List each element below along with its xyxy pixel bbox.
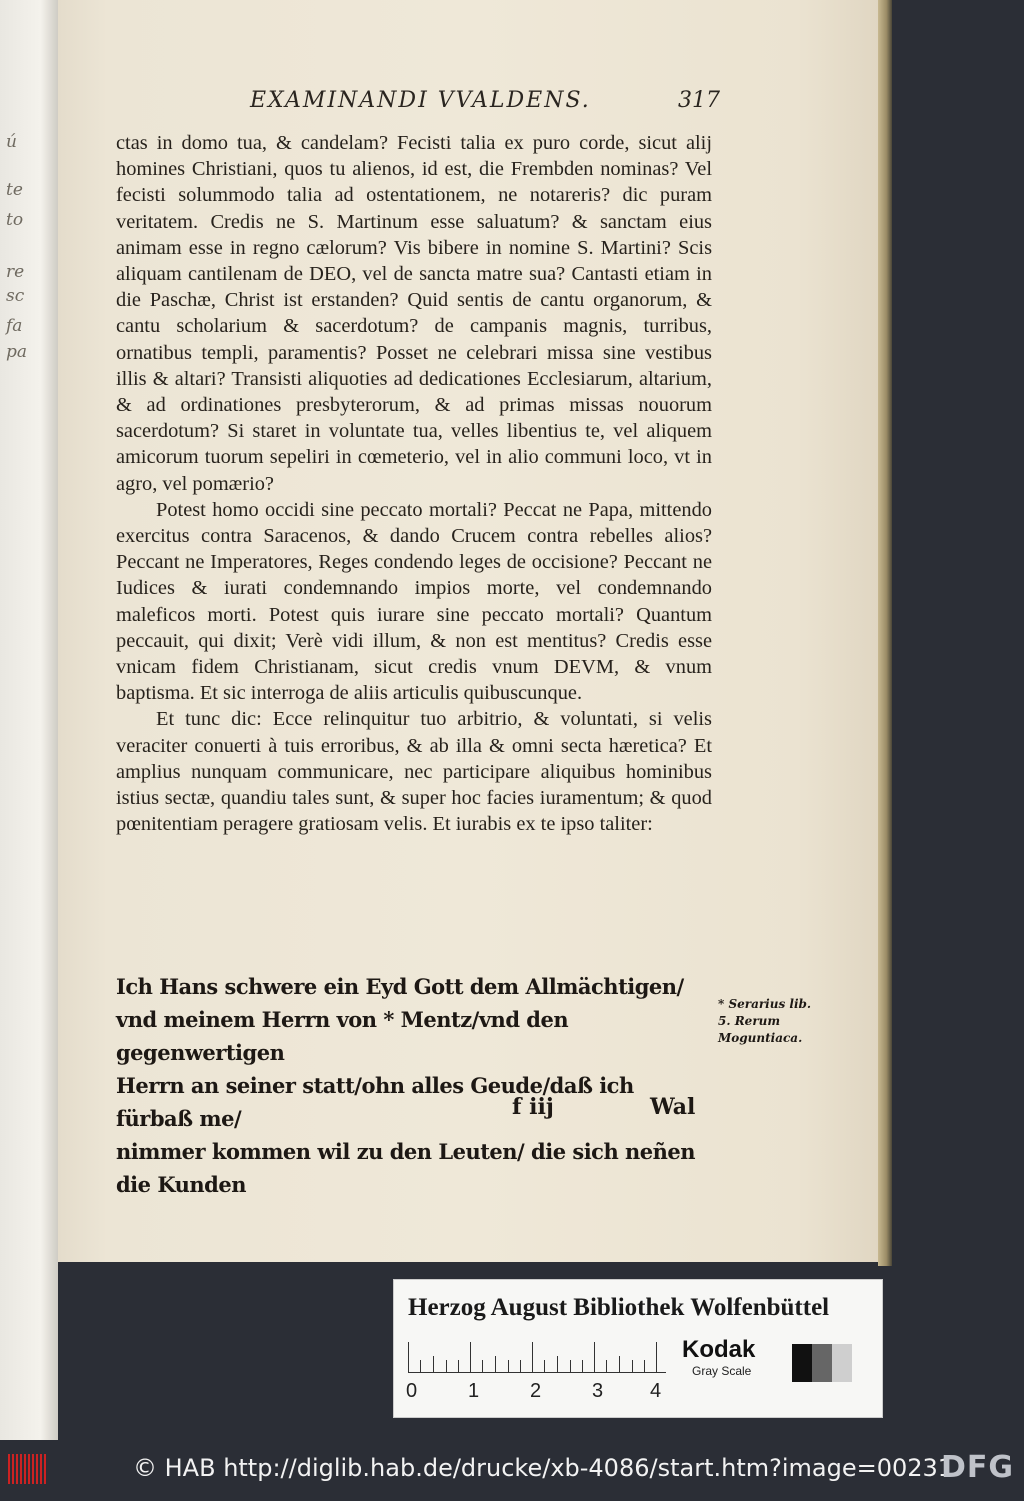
ruler-number: 3 [592, 1380, 604, 1402]
ruler-number: 2 [530, 1380, 542, 1402]
running-head-title: EXAMINANDI VVALDENS. [250, 88, 591, 113]
page-number: 317 [678, 88, 720, 113]
ruler-tick [557, 1356, 558, 1372]
ruler-tick [520, 1360, 521, 1372]
paragraph: Et tunc dic: Ecce relinquitur tuo arbitrio, & voluntati, si velis veraciter conuerti à tuis erroribus, & ab illa & omni secta hæretica? Et amplius nunquam communicare, nec participare aliquibus hominibus istius sectæ, quandiu tales sunt, & super hoc facies iuramentum; & quod pœnitentiam peragere gratiosam velis. Et iurabis ex te ipso taliter: [116, 708, 712, 836]
oath-line: vnd meinem Herrn von * Mentz/vnd den gegenwertigen [116, 1007, 569, 1065]
ruler [408, 1342, 666, 1373]
german-oath [116, 970, 716, 1201]
ruler-tick [408, 1342, 409, 1372]
ruler-tick [594, 1342, 595, 1372]
ruler-tick [632, 1360, 633, 1372]
gray-scale-label: Gray Scale [692, 1364, 752, 1378]
edge-fragment: fa [6, 316, 23, 336]
signature-mark: f iij [512, 1094, 554, 1120]
ruler-tick [619, 1356, 620, 1372]
barcode-icon [8, 1454, 48, 1484]
copyright-link[interactable]: © HAB http://diglib.hab.de/drucke/xb-4086/start.htm?image=00231 [133, 1454, 954, 1482]
ruler-tick [544, 1360, 545, 1372]
ruler-tick [508, 1360, 509, 1372]
page-thickness [878, 0, 892, 1266]
oath-line: Herrn an seiner statt/ohn alles Geude/daß ich fürbaß me/ [116, 1073, 634, 1131]
ruler-tick [482, 1360, 483, 1372]
edge-fragment: sc [6, 286, 25, 306]
edge-fragment: ú [6, 132, 17, 152]
gray-patch-black [792, 1344, 812, 1382]
kodak-logo: Kodak [682, 1336, 756, 1363]
ruler-number: 0 [406, 1380, 418, 1402]
ruler-tick [420, 1360, 421, 1372]
ruler-tick [458, 1360, 459, 1372]
ruler-tick [582, 1360, 583, 1372]
ruler-tick [495, 1356, 496, 1372]
paragraph: ctas in domo tua, & candelam? Fecisti talia ex puro corde, sicut alij homines Christiani, quos tu alienos, id est, die Frembden nominas? Vel fecisti solummodo talia ad ostentationem, ne notareris? dic puram veritatem. Credis ne S. Martinum esse saluatum? & sanctam eius animam esse in regno cælorum? Vis bibere in nomine S. Martini? Scis aliquam cantilenam de DEO, vel de sancta matre sua? Cantasti etiam in die Paschæ, Christ ist erstanden? Quid sentis de cantu organorum, & cantu scholarium & sacerdotum? de campanis magnis, turribus, ornatibus templi, paramentis? Posset ne celebrari missa sine vestibus illis & altari? Transisti aliquoties ad dedicationes Ecclesiarum, altarium, & ad ordinationes presbyterorum, & ad primas missas nouorum sacerdotum? Si staret in voluntate tua, velles libentius te, vel aliquem amicorum tuorum sepeliri in cœmeterio, vel in alio communi loco, vt in agro, vel pomærio? [116, 132, 712, 495]
previous-page-edge [0, 0, 58, 1440]
running-head [250, 88, 720, 113]
gray-patch-mid [812, 1344, 832, 1382]
ruler-tick [470, 1342, 471, 1372]
ruler-tick [433, 1356, 434, 1372]
ruler-tick [532, 1342, 533, 1372]
ruler-number: 1 [468, 1380, 480, 1402]
oath-line: Ich Hans schwere ein Eyd Gott dem Allmächtigen/ [116, 974, 684, 999]
catchword: Wal [650, 1094, 696, 1120]
edge-fragment: re [6, 262, 25, 282]
ruler-tick [606, 1360, 607, 1372]
ruler-tick [644, 1360, 645, 1372]
gray-patch-light [832, 1344, 852, 1382]
oath-line: nimmer kommen wil zu den Leuten/ die sich neñen die Kunden [116, 1139, 696, 1197]
edge-fragment: te [6, 180, 23, 200]
viewer-footer [0, 1440, 1024, 1501]
latin-body [116, 130, 712, 837]
library-name: Herzog August Bibliothek Wolfenbüttel [408, 1294, 830, 1321]
dfg-logo: DFG [940, 1450, 1014, 1485]
edge-fragment: to [6, 210, 24, 230]
ruler-tick [656, 1342, 657, 1372]
ruler-tick [570, 1360, 571, 1372]
paragraph: Potest homo occidi sine peccato mortali? Peccat ne Papa, mittendo exercitus contra Saracenos, & dando Crucem contra rebelles alios? Peccant ne Imperatores, Reges condendo leges de occisione? Peccant ne Iudices & iurati condemnando impios morte, vel condemnando maleficos morti. Potest quis iurare sine peccato mortali? Quantum peccauit, qui dixit; Verè vidi illum, & non est mentitus? Credis esse vnicam fidem Christianam, sicut credis vnum DEVM, & vnum baptisma. Et sic interroga de aliis articulis quibuscunque. [116, 498, 712, 705]
ruler-number: 4 [650, 1380, 662, 1402]
ruler-tick [446, 1360, 447, 1372]
edge-fragment: pa [6, 342, 28, 362]
margin-note: * Serarius lib. 5. Rerum Moguntiaca. [718, 997, 812, 1045]
library-color-card [393, 1279, 883, 1418]
